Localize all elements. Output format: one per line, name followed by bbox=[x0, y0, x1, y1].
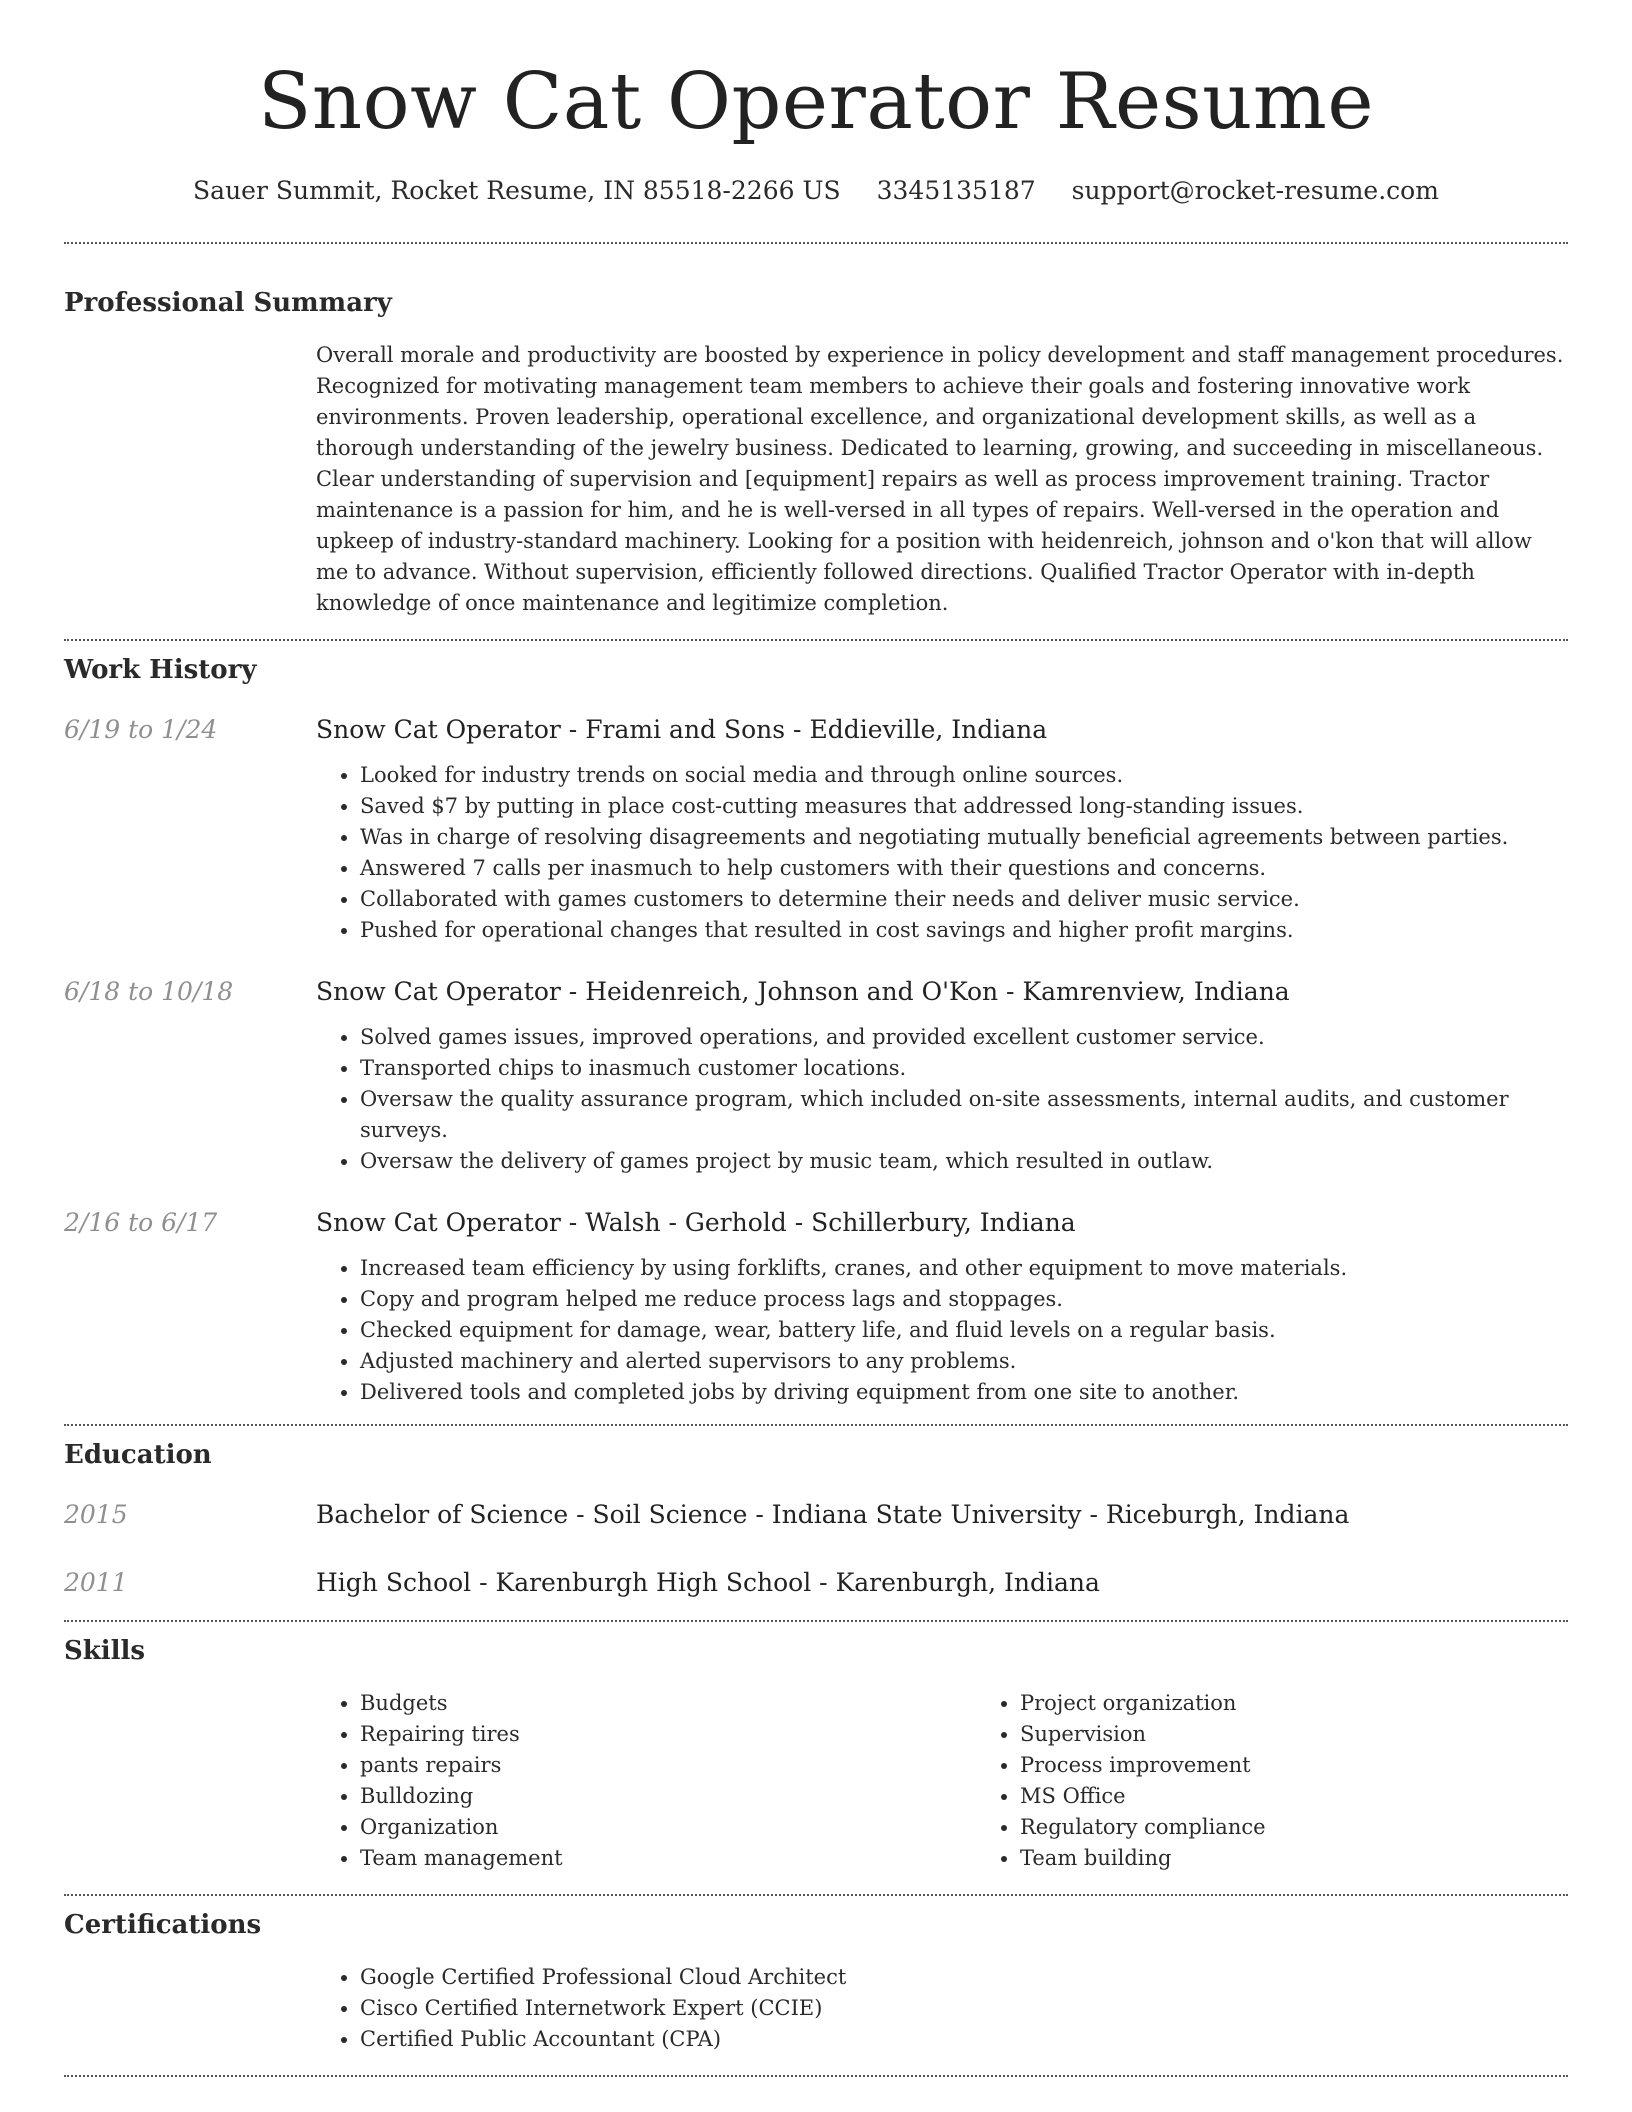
education-degree: Bachelor of Science - Soil Science - Indiana State University - Riceburgh, Indiana bbox=[316, 1500, 1350, 1529]
list-item: • Collaborated with games customers to determine their needs and deliver music service. bbox=[360, 884, 1568, 915]
skills-list-left bbox=[316, 1688, 976, 1874]
list-item: • Saved $7 by putting in place cost-cutting measures that addressed long-standing issues. bbox=[360, 791, 1568, 822]
job-dates: 6/18 to 10/18 bbox=[64, 977, 234, 1006]
list-item: • Looked for industry trends on social media and through online sources. bbox=[360, 760, 1568, 791]
education-section bbox=[64, 1438, 1568, 1600]
job-title: Snow Cat Operator - Heidenreich, Johnson and O'Kon - Kamrenview, Indiana bbox=[316, 977, 1290, 1006]
list-item: • Answered 7 calls per inasmuch to help customers with their questions and concerns. bbox=[360, 853, 1568, 884]
skill-item: • Budgets bbox=[360, 1688, 976, 1719]
education-degree: High School - Karenburgh High School - Karenburgh, Indiana bbox=[316, 1568, 1100, 1597]
work-section bbox=[64, 653, 1568, 1408]
summary-section bbox=[64, 286, 1568, 619]
skill-item: • Organization bbox=[360, 1812, 976, 1843]
certification-item: • Google Certified Professional Cloud Architect bbox=[360, 1962, 1568, 1993]
certifications-section bbox=[64, 1908, 1568, 2055]
skill-item: • pants repairs bbox=[360, 1750, 976, 1781]
summary-row bbox=[64, 340, 1568, 619]
page-title: Snow Cat Operator Resume bbox=[258, 57, 1374, 147]
certifications-heading: Certifications bbox=[64, 1910, 262, 1940]
job-entry bbox=[64, 713, 1568, 946]
divider bbox=[64, 1894, 1568, 1896]
list-item: • Solved games issues, improved operations, and provided excellent customer service. bbox=[360, 1022, 1568, 1053]
work-heading: Work History bbox=[64, 655, 257, 685]
certification-item: • Cisco Certified Internetwork Expert (CCIE) bbox=[360, 1993, 1568, 2024]
contact-email: support@rocket-resume.com bbox=[1071, 176, 1439, 205]
skill-item: • MS Office bbox=[1020, 1781, 1266, 1812]
job-title: Snow Cat Operator - Walsh - Gerhold - Schillerbury, Indiana bbox=[316, 1208, 1076, 1237]
job-bullets bbox=[316, 760, 1568, 946]
divider bbox=[64, 1620, 1568, 1622]
skill-item: • Project organization bbox=[1020, 1688, 1266, 1719]
divider bbox=[64, 639, 1568, 641]
job-entry bbox=[64, 1206, 1568, 1408]
summary-text: Overall morale and productivity are boosted by experience in policy development and staff management procedures. Recognized for motivating management team members to achieve their goals and fostering innovative work environments. Proven leadership, operational excellence, and organizational development skills, as well as a thorough understanding of the jewelry business. Dedicated to learning, growing, and succeeding in miscellaneous. Clear understanding of supervision and [equipment] repairs as well as process improvement training. Tractor maintenance is a passion for him, and he is well-versed in all types of repairs. Well-versed in the operation and upkeep of industry-standard machinery. Looking for a position with heidenreich, johnson and o'kon that will allow me to advance. Without supervision, efficiently followed directions. Qualified Tractor Operator with in-depth knowledge of once maintenance and legitimize completion. bbox=[316, 343, 1564, 615]
list-item: • Oversaw the delivery of games project by music team, which resulted in outlaw. bbox=[360, 1146, 1568, 1177]
education-year: 2015 bbox=[64, 1500, 128, 1529]
list-item: • Delivered tools and completed jobs by driving equipment from one site to another. bbox=[360, 1377, 1568, 1408]
skill-item: • Regulatory compliance bbox=[1020, 1812, 1266, 1843]
skill-item: • Bulldozing bbox=[360, 1781, 976, 1812]
divider bbox=[64, 1424, 1568, 1426]
list-item: • Adjusted machinery and alerted supervisors to any problems. bbox=[360, 1346, 1568, 1377]
contact-phone: 3345135187 bbox=[876, 176, 1036, 205]
list-item: • Increased team efficiency by using forklifts, cranes, and other equipment to move materials. bbox=[360, 1253, 1568, 1284]
skill-item: • Supervision bbox=[1020, 1719, 1266, 1750]
list-item: • Pushed for operational changes that resulted in cost savings and higher profit margins. bbox=[360, 915, 1568, 946]
skill-item: • Repairing tires bbox=[360, 1719, 976, 1750]
skill-item: • Team building bbox=[1020, 1843, 1266, 1874]
contact-address: Sauer Summit, Rocket Resume, IN 85518-2266 US bbox=[193, 176, 841, 205]
education-entry bbox=[64, 1498, 1568, 1532]
contact-line bbox=[64, 174, 1568, 208]
certification-item: • Certified Public Accountant (CPA) bbox=[360, 2024, 1568, 2055]
job-bullets bbox=[316, 1022, 1568, 1177]
skill-item: • Team management bbox=[360, 1843, 976, 1874]
job-title: Snow Cat Operator - Frami and Sons - Eddieville, Indiana bbox=[316, 715, 1048, 744]
list-item: • Checked equipment for damage, wear, battery life, and fluid levels on a regular basis. bbox=[360, 1315, 1568, 1346]
job-dates: 2/16 to 6/17 bbox=[64, 1208, 218, 1237]
skills-section bbox=[64, 1634, 1568, 1874]
skills-heading: Skills bbox=[64, 1636, 146, 1666]
job-entry bbox=[64, 975, 1568, 1177]
job-dates: 6/19 to 1/24 bbox=[64, 715, 218, 744]
summary-heading: Professional Summary bbox=[64, 288, 392, 318]
education-heading: Education bbox=[64, 1440, 212, 1470]
skill-item: • Process improvement bbox=[1020, 1750, 1266, 1781]
skills-list-right bbox=[976, 1688, 1266, 1874]
education-year: 2011 bbox=[64, 1568, 128, 1597]
list-item: • Oversaw the quality assurance program, which included on-site assessments, internal audits, and customer surveys. bbox=[360, 1084, 1568, 1146]
list-item: • Transported chips to inasmuch customer locations. bbox=[360, 1053, 1568, 1084]
certifications-list bbox=[316, 1962, 1568, 2055]
divider bbox=[64, 242, 1568, 244]
list-item: • Copy and program helped me reduce process lags and stoppages. bbox=[360, 1284, 1568, 1315]
divider bbox=[64, 2075, 1568, 2077]
education-entry bbox=[64, 1566, 1568, 1600]
list-item: • Was in charge of resolving disagreements and negotiating mutually beneficial agreements between parties. bbox=[360, 822, 1568, 853]
job-bullets bbox=[316, 1253, 1568, 1408]
skills-grid bbox=[316, 1688, 1568, 1874]
